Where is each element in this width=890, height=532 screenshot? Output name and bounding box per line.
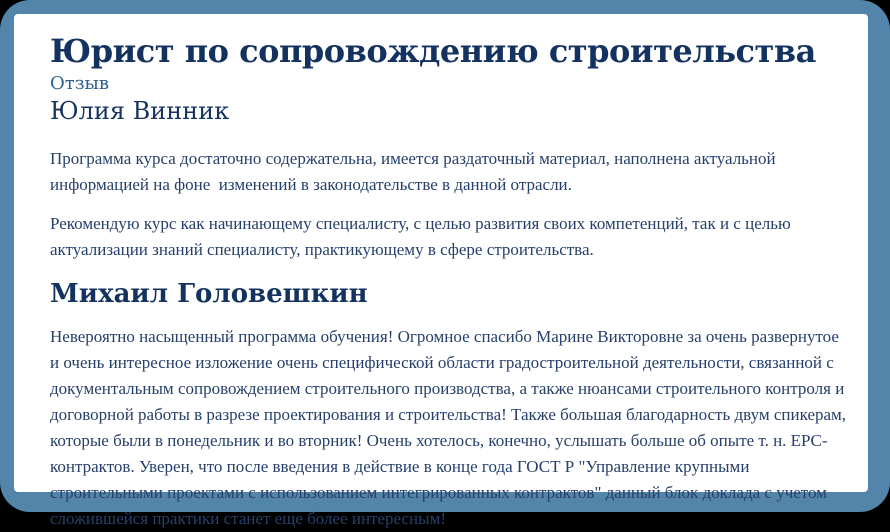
reviewer-name-mikhail-goloveshkin: Михаил Головешкин (50, 279, 368, 309)
reviewer-name-yulia-vinnik: Юлия Винник (50, 97, 230, 125)
review-paragraph: Невероятно насыщенный программа обучения! Огромное спасибо Марине Викторовне за очень развернутое и очень интересное изложение очень специфической области градостроительной деятельности, связанной с документальным сопровождением строительного производства, а также нюансами строительного контроля и договорной работы в разрезе проектирования и строительства! Также большая благодарность двум спикерам, которые были в понедельник и во вторник! Очень хотелось, конечно, услышать больше об опыте т. н. EPC-контрактов. Уверен, что после введения в действие в конце года ГОСТ Р "Управление крупными строительными проектами с использованием интегрированных контрактов" данный блок доклада с учетом сложившейся практики станет еще более интересным! (50, 327, 851, 528)
review-paragraph: Программа курса достаточно содержательна, имеется раздаточный материал, наполнена актуальной информацией на фоне изменений в законодательстве в данной отрасли. (50, 149, 780, 194)
review-label: Отзыв (50, 73, 109, 94)
review-paragraph: Рекомендую курс как начинающему специалисту, с целью развития своих компетенций, так и с целью актуализации знаний специалисту, практикующему в сфере строительства. (50, 214, 795, 259)
review-card (14, 14, 868, 528)
page-title: Юрист по сопровождению строительства (50, 32, 816, 70)
